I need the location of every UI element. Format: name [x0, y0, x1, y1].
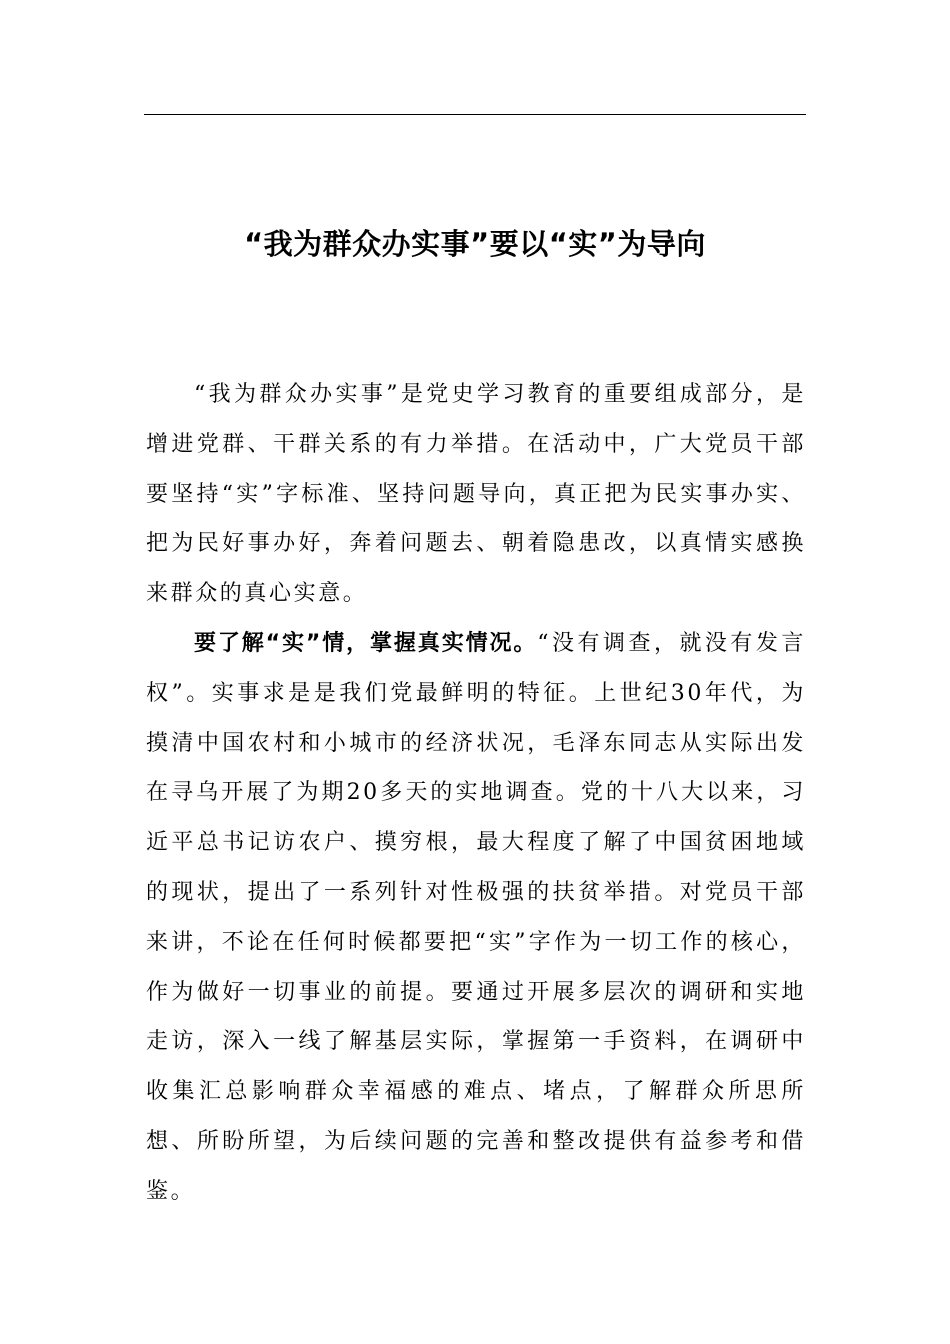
- header-rule: [144, 114, 806, 115]
- document-body: [146, 370, 806, 1217]
- paragraph-understand-reality: [146, 619, 806, 1217]
- document-title: “我为群众办实事”要以“实”为导向: [244, 227, 706, 261]
- paragraph-lead-heading: 要了解“实”情，掌握真实情况。: [194, 630, 538, 656]
- paragraph-understand-reality-text: “没有调查，就没有发言权”。实事求是是我们党最鲜明的特征。上世纪30年代，为摸清中国农村和小城市的经济状况，毛泽东同志从实际出发在寻乌开展了为期20多天的实地调查。党的十八大以来，习近平总书记访农户、摸穷根，最大程度了解了中国贫困地域的现状，提出了一系列针对性极强的扶贫举措。对党员干部来讲，不论在任何时候都要把“实”字作为一切工作的核心，作为做好一切事业的前提。要通过开展多层次的调研和实地走访，深入一线了解基层实际，掌握第一手资料，在调研中收集汇总影响群众幸福感的难点、堵点，了解群众所思所想、所盼所望，为后续问题的完善和整改提供有益参考和借鉴。: [146, 630, 807, 1204]
- paragraph-intro-text: “我为群众办实事”是党史学习教育的重要组成部分，是增进党群、干群关系的有力举措。在活动中，广大党员干部要坚持“实”字标准、坚持问题导向，真正把为民实事办实、把为民好事办好，奔着问题去、朝着隐患改，以真情实感换来群众的真心实意。: [146, 382, 806, 607]
- paragraph-intro: [146, 370, 806, 619]
